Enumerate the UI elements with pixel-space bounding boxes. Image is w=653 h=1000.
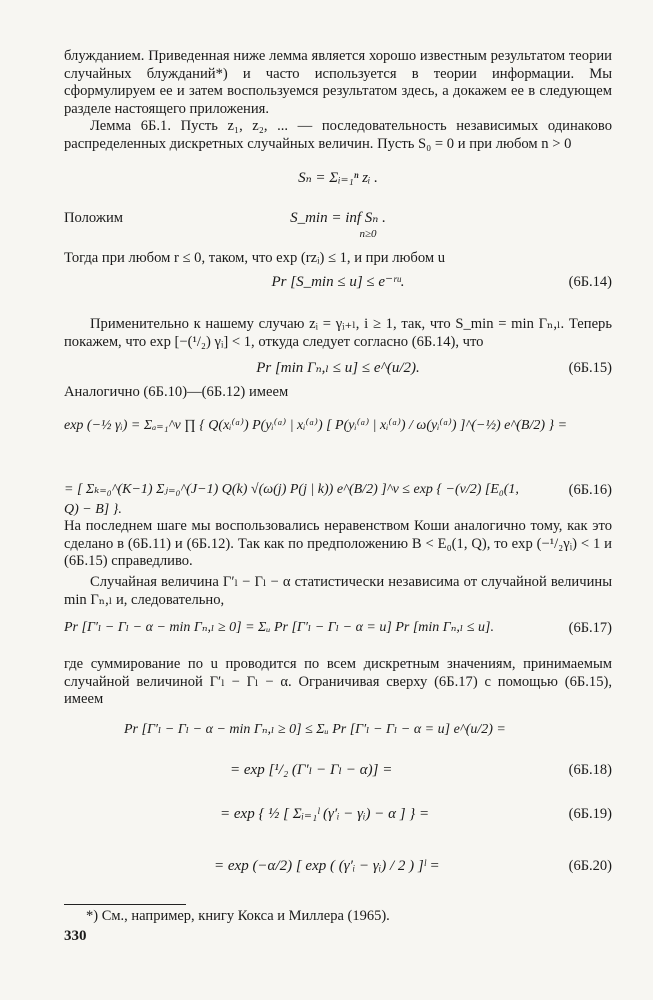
lemma-statement: Лемма 6Б.1. Пусть z₁, z₂, ... — последовательность независимых одинаково распределенных дискретных случайных величин. Пусть S₀ = 0 и при любом n > 0: [64, 118, 612, 152]
eqno-6b15: (6Б.15): [568, 360, 612, 376]
formula-6b15: Pr [min Γₙ,ₗ ≤ u] ≤ e^(u/2). (6Б.15): [256, 360, 612, 376]
formula-smin: S_min = inf Sₙ . n≥0: [64, 208, 612, 240]
paragraph-gde: где суммирование по u проводится по всем дискретным значениям, принимаемым случайной величиной Γ′ₗ − Γₗ − α. Ограничивая сверху (6Б.17) с помощью (6Б.15), имеем: [64, 656, 612, 707]
paragraph-na-poslednem: На последнем шаге мы воспользовались неравенством Коши аналогично тому, как это сделано в (6Б.11) и (6Б.12). Так как по предположению B < E₀(1, Q), то exp (−¹/₂γᵢ) < 1 и (6Б.15) справедливо.: [64, 518, 612, 569]
footnote: *) См., например, книгу Кокса и Миллера (1965).: [86, 908, 390, 924]
eqno-6b16: (6Б.16): [568, 482, 612, 498]
formula-6b17: Pr [Γ′ₗ − Γₗ − α − min Γₙ,ₗ ≥ 0] = Σᵤ Pr [Γ′ₗ − Γₗ − α = u] Pr [min Γₙ,ₗ ≤ u]. (6Б.17): [64, 620, 612, 636]
paragraph-analogichno: Аналогично (6Б.10)—(6Б.12) имеем: [64, 384, 289, 400]
label-polozhim: Положим: [64, 210, 123, 226]
paragraph-sluchainaya: Случайная величина Γ′ₗ − Γₗ − α статистически независима от случайной величины min Γₙ,ₗ и, следовательно,: [64, 574, 612, 608]
formula-sn: Sₙ = Σᵢ₌₁ⁿ zᵢ .: [298, 170, 378, 186]
paragraph-togda: Тогда при любом r ≤ 0, таком, что exp (rzᵢ) ≤ 1, и при любом u: [64, 250, 446, 266]
eqno-6b17: (6Б.17): [568, 620, 612, 636]
formula-6b16-line1: exp (−½ γᵢ) = Σₐ₌₁^ν ∏ { Q(xᵢ⁽ᵃ⁾) P(yᵢ⁽ᵃ⁾ | xᵢ⁽ᵃ⁾) [ P(yᵢ⁽ᵃ⁾ | xᵢ⁽ᵃ⁾) / ω(yᵢ⁽ᵃ⁾) ]^(−½) e^(B/2) } =: [64, 418, 568, 433]
formula-6b16-line2: = [ Σₖ₌₀^(K−1) Σⱼ₌₀^(J−1) Q(k) √(ω(j) P(j | k)) e^(B/2) ]^ν ≤ exp { −(ν/2) [E₀(1, Q) − B] }. (6Б.16): [64, 482, 612, 517]
formula-smin-subscript: n≥0: [359, 228, 377, 240]
eqno-6b18: (6Б.18): [568, 762, 612, 778]
eqno-6b19: (6Б.19): [568, 806, 612, 822]
eqno-6b20: (6Б.20): [568, 858, 612, 874]
page-number: 330: [64, 928, 87, 944]
formula-6b14: Pr [S_min ≤ u] ≤ e⁻ʳᵘ. (6Б.14): [271, 274, 612, 290]
footnote-rule: [64, 904, 186, 905]
formula-6b18-line1: Pr [Γ′ₗ − Γₗ − α − min Γₙ,ₗ ≥ 0] ≤ Σᵤ Pr [Γ′ₗ − Γₗ − α = u] e^(u/2) =: [124, 722, 506, 737]
paragraph-intro: блужданием. Приведенная ниже лемма является хорошо известным результатом теории случайных блужданий*) и часто используется в теории информации. Мы сформулируем ее и затем воспользуемся результатом здесь, а докажем ее в следующем разделе настоящего приложения.: [64, 48, 612, 117]
eqno-6b14: (6Б.14): [568, 274, 612, 290]
paragraph-primenitelno: Применительно к нашему случаю zᵢ = γᵢ₊ₗ, i ≥ 1, так, что S_min = min Γₙ,ₗ. Теперь покажем, что exp [−(¹/₂) γᵢ] < 1, откуда следует согласно (6Б.14), что: [64, 316, 612, 350]
